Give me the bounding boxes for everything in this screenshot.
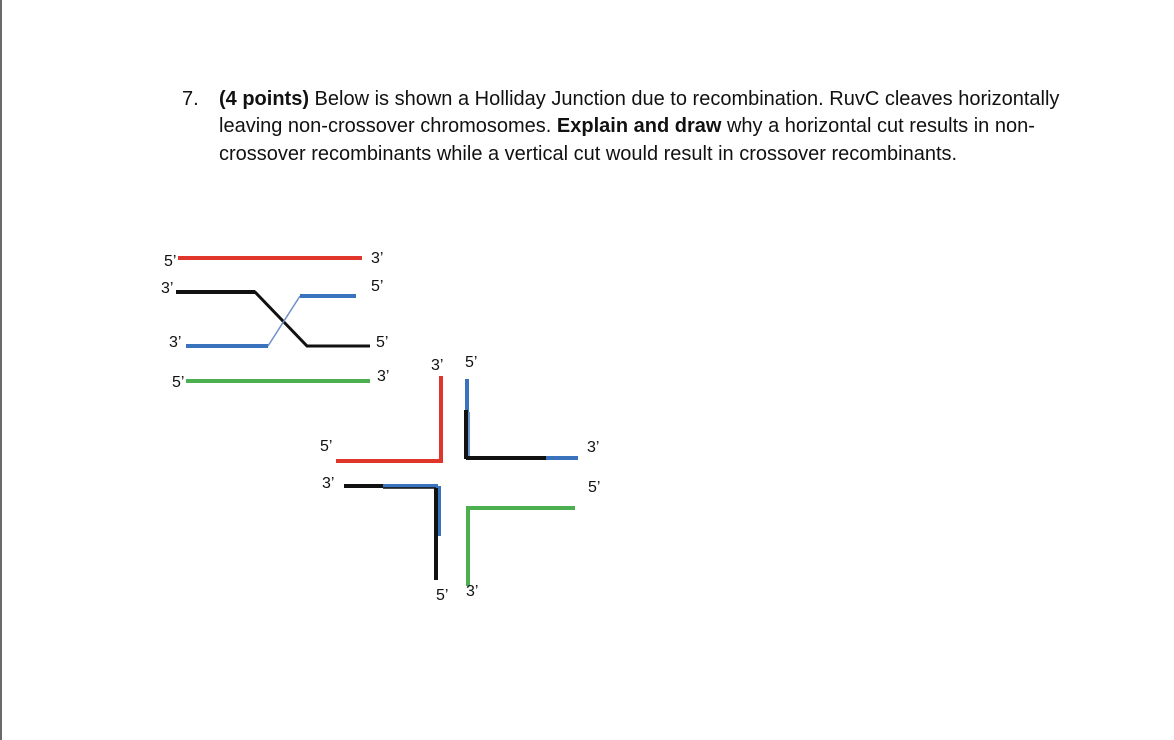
label-black-5prime-bottom: 5’ [376,334,389,351]
cross-label-top-5prime: 5’ [465,354,478,371]
label-blue-5prime-top: 5’ [371,278,384,295]
holliday-junction-labels [161,250,389,391]
label-red-3prime: 3’ [371,250,384,267]
cross-label-left-3prime: 3’ [322,475,335,492]
question-points: (4 points) [219,88,309,110]
blue-strand-crossing [268,296,300,346]
label-red-5prime: 5’ [164,253,177,270]
holliday-junction-strands [176,258,370,381]
question-number: 7. [182,88,199,110]
cross-label-bottom-5prime: 5’ [436,587,449,604]
cross-label-top-3prime: 3’ [431,357,444,374]
cross-label-right-3prime: 3’ [587,439,600,456]
question-text-part-2: why a horizontal cut results in non-crossover recombinants while a vertical cut would result in crossover recombinants. [219,115,1035,165]
question-text-part-1: Below is shown a Holliday Junction due to recombination. RuvC cleaves horizontally leaving non-crossover chromosomes. [219,88,1060,138]
cross-label-left-5prime: 5’ [320,438,333,455]
cross-label-right-5prime: 5’ [588,479,601,496]
cross-label-bottom-3prime: 3’ [466,583,479,600]
label-green-5prime: 5’ [172,374,185,391]
label-blue-3prime: 3’ [169,334,182,351]
four-way-cross-labels [320,354,600,604]
four-way-cross-strands [336,376,578,586]
question-emphasis: Explain and draw [556,115,722,138]
label-black-3prime: 3’ [161,280,174,297]
label-green-3prime: 3’ [377,368,390,385]
